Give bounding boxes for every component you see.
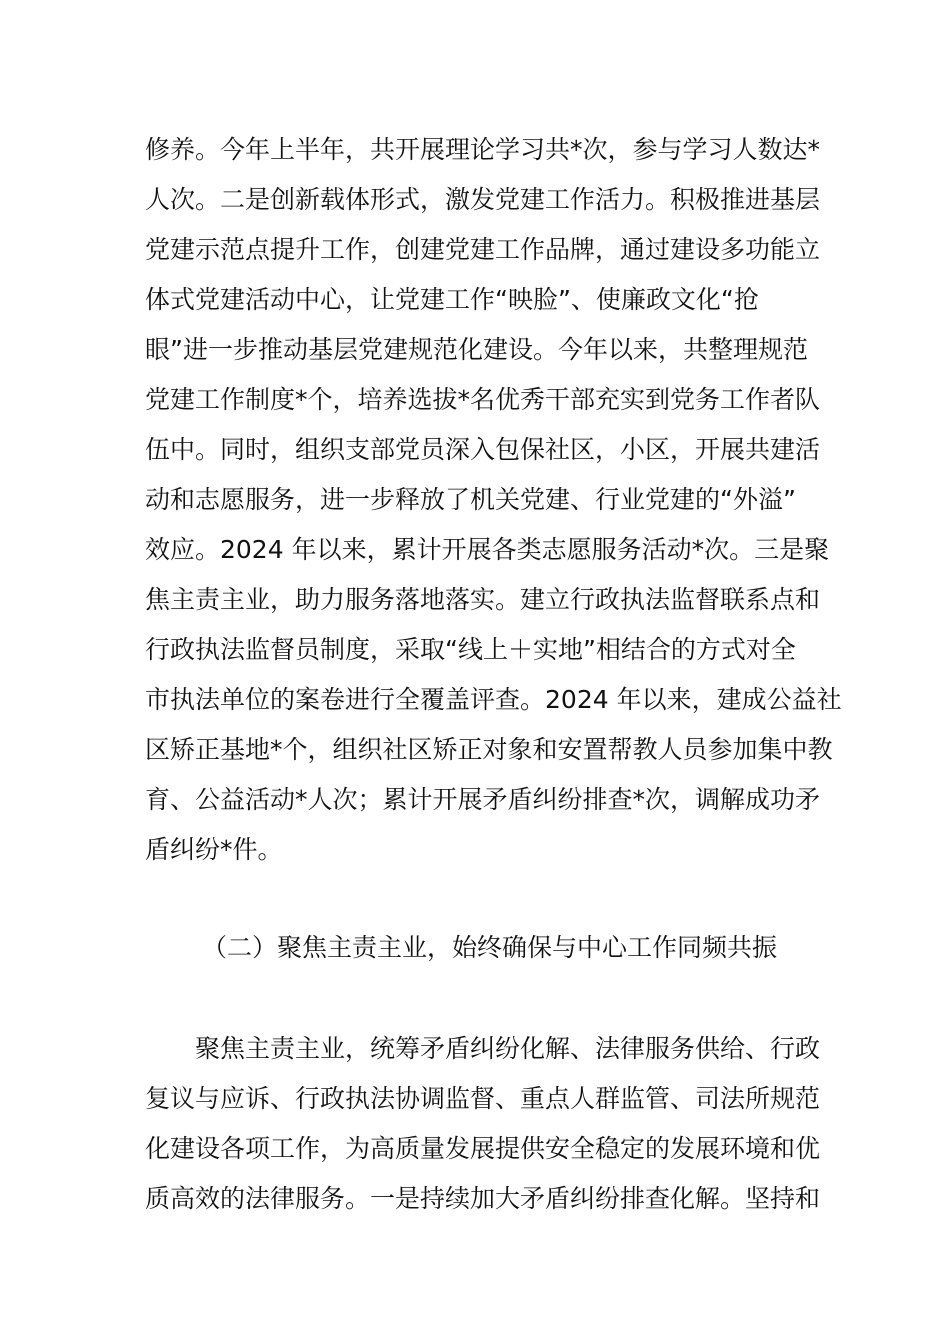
paragraph-line: 行政执法监督员制度，采取“线上＋实地”相结合的方式对全	[145, 635, 796, 664]
paragraph-line: 体式党建活动中心，让党建工作“映脸”、使廉政文化“抢	[145, 285, 759, 314]
paragraph-line: 人次。二是创新载体形式，激发党建工作活力。积极推进基层	[145, 185, 821, 214]
paragraph-line: 党建工作制度*个，培养选拔*名优秀干部充实到党务工作者队	[145, 385, 821, 414]
paragraph-line: 盾纠纷*件。	[145, 835, 283, 864]
paragraph-line: 动和志愿服务，进一步释放了机关党建、行业党建的“外溢”	[145, 485, 796, 514]
paragraph-line: 效应。2024 年以来，累计开展各类志愿服务活动*次。三是聚	[145, 535, 830, 564]
paragraph-line: 伍中。同时，组织支部党员深入包保社区，小区，开展共建活	[145, 435, 821, 464]
paragraph-line: 焦主责主业，助力服务落地落实。建立行政执法监督联系点和	[145, 585, 821, 614]
paragraph-line: 质高效的法律服务。一是持续加大矛盾纠纷排查化解。坚持和	[145, 1184, 821, 1213]
paragraph-line: 修养。今年上半年，共开展理论学习共*次，参与学习人数达*	[145, 135, 821, 164]
paragraph-line: 复议与应诉、行政执法协调监督、重点人群监管、司法所规范	[145, 1084, 821, 1113]
paragraph-line: 化建设各项工作，为高质量发展提供安全稳定的发展环境和优	[145, 1134, 821, 1163]
paragraph-line: 聚焦主责主业，统筹矛盾纠纷化解、法律服务供给、行政	[145, 1034, 821, 1063]
paragraph-line: 眼”进一步推动基层党建规范化建设。今年以来，共整理规范	[145, 335, 808, 364]
paragraph-line: 市执法单位的案卷进行全覆盖评查。2024 年以来，建成公益社	[145, 685, 842, 714]
paragraph-line: 党建示范点提升工作，创建党建工作品牌，通过建设多功能立	[145, 235, 821, 264]
paragraph-line: 区矫正基地*个，组织社区矫正对象和安置帮教人员参加集中教	[145, 735, 833, 764]
section-heading: （二）聚焦主责主业，始终确保与中心工作同频共振	[202, 933, 778, 962]
paragraph-line: 育、公益活动*人次；累计开展矛盾纠纷排查*次，调解成功矛	[145, 785, 821, 814]
